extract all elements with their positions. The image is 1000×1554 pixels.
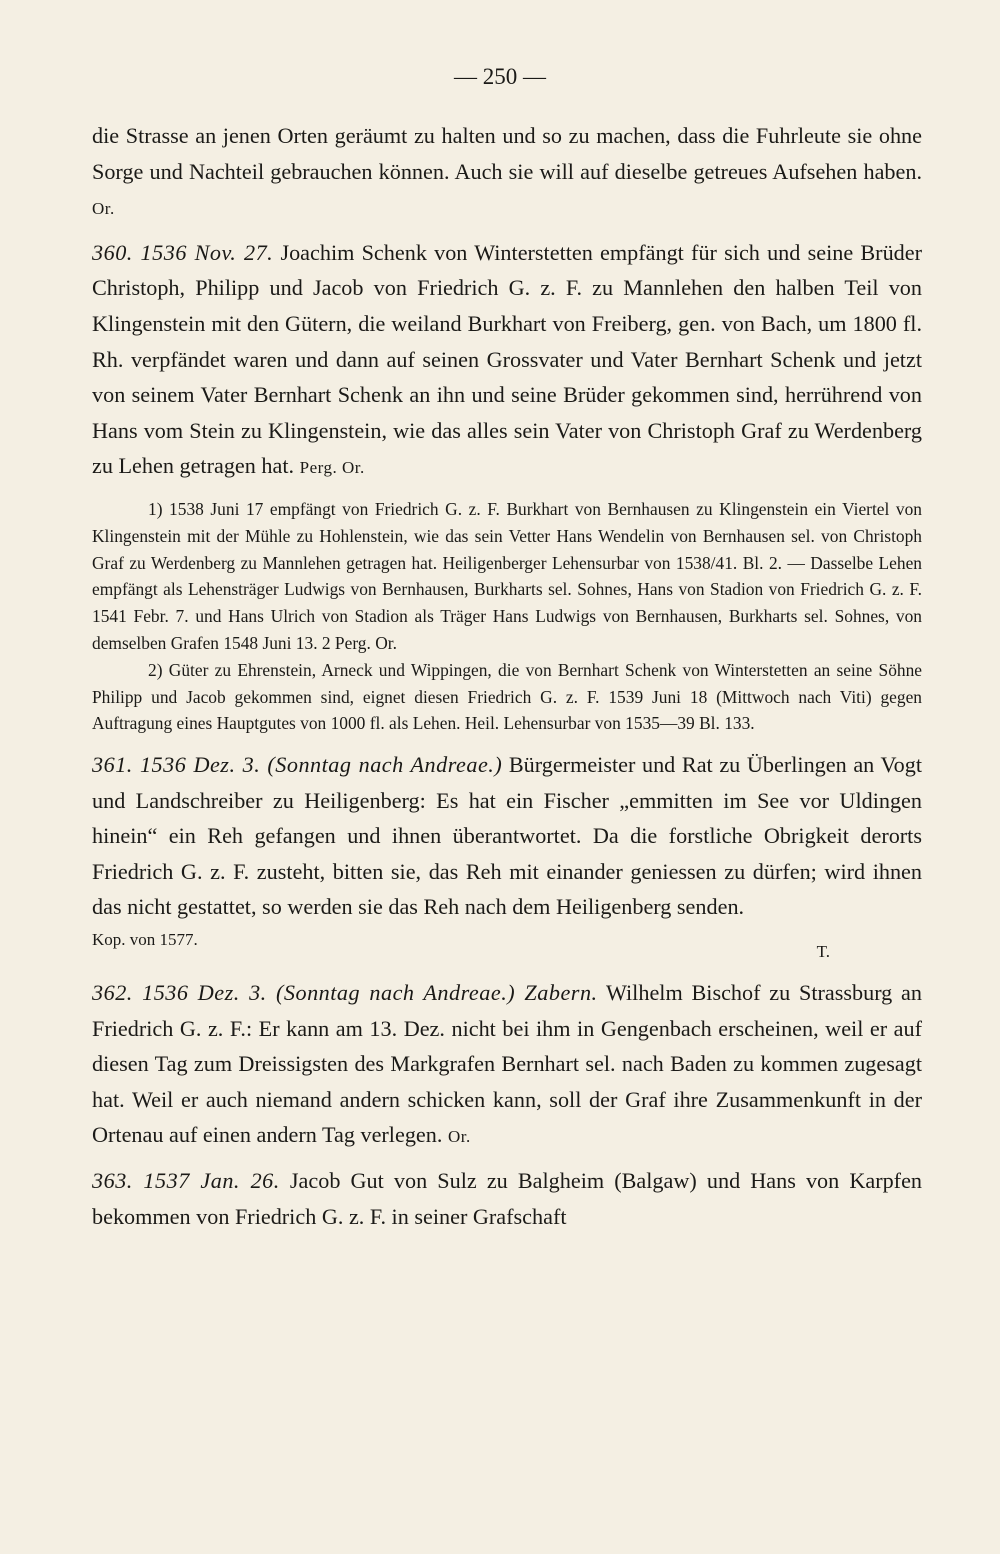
intro-text: die Strasse an jenen Orten geräumt zu halten und so zu machen, dass die Fuhrleute sie ohne Sorge und Nachteil gebrauchen können. Auch sie will auf dieselbe getreues Aufsehen haben.: [92, 123, 922, 184]
entry-361-mark: T.: [816, 942, 830, 962]
entry-362-head: 362. 1536 Dez. 3. (Sonntag nach Andreae.) Zabern.: [92, 980, 598, 1006]
entry-360-head: 360. 1536 Nov. 27.: [92, 239, 274, 265]
entry-363: [92, 1163, 922, 1234]
footnote-2: 2) Güter zu Ehrenstein, Arneck und Wippingen, die von Bernhart Schenk von Winterstetten an seine Söhne Philipp und Jacob gekommen sind, eignet diesen Friedrich G. z. F. 1539 Juni 18 (Mittwoch nach Viti) gegen Auftragung eines Hauptgutes von 1000 fl. als Lehen. Heil. Lehensurbar von 1535—39 Bl. 133.: [92, 659, 922, 734]
page-number: — 250 —: [454, 64, 546, 89]
page-body: [92, 118, 922, 1234]
entry-361: [92, 747, 922, 925]
entry-361-source: Kop. von 1577.: [92, 930, 198, 950]
entry-362-source: Or.: [447, 1127, 471, 1147]
entry-361-footer: [92, 925, 922, 967]
entry-362: [92, 975, 922, 1155]
entry-363-text: Jacob Gut von Sulz zu Balgheim (Balgaw) und Hans von Karpfen bekommen von Friedrich G. z. F. in seiner Grafschaft: [92, 1168, 923, 1229]
entry-360-source: Perg. Or.: [299, 458, 365, 478]
entry-361-text: Bürgermeister und Rat zu Überlingen an Vogt und Landschreiber zu Heiligenberg: Es hat ein Fischer „emmitten im See vor Uldingen hinein“ ein Reh gefangen und ihnen überantwortet. Da die forstliche Obrigkeit derorts Friedrich G. z. F. zusteht, bitten sie, das Reh mit einander geniessen zu dürfen; wird ihnen das nicht gestattet, so werden sie das Reh nach dem Heiligenberg senden.: [92, 752, 922, 920]
intro-source: Or.: [92, 199, 115, 219]
paragraph-intro: [92, 118, 922, 227]
entry-362-text: Wilhelm Bischof zu Strassburg an Friedrich G. z. F.: Er kann am 13. Dez. nicht bei ihm in Gengenbach erscheinen, weil er auf diesen Tag zum Dreissigsten des Markgrafen Bernhart sel. nach Baden zu kommen zugesagt hat. Weil er auch niemand andern schicken kann, soll der Graf ihre Zusammenkunft in der Ortenau auf einen andern Tag verlegen.: [92, 980, 922, 1148]
entry-360: [92, 235, 922, 486]
entry-361-head: 361. 1536 Dez. 3. (Sonntag nach Andreae.): [92, 752, 503, 778]
footnotes: [92, 496, 922, 737]
entry-363-head: 363. 1537 Jan. 26.: [92, 1168, 280, 1194]
footnote-1: 1) 1538 Juni 17 empfängt von Friedrich G. z. F. Burkhart von Bernhausen zu Klingenstein ein Viertel von Klingenstein mit der Mühle zu Hohlenstein, wie das sein Vetter Hans Wendelin von Bernhausen sel. von Christoph Graf zu Werdenberg zu Mannlehen getragen hat. Heiligenberger Lehensurbar von 1538/41. Bl. 2. — Dasselbe Lehen empfängt als Lehensträger Ludwigs von Bernhausen, Burkharts sel. Sohnes, Hans von Stadion von Friedrich G. z. F. 1541 Febr. 7. und Hans Ulrich von Stadion als Träger Hans Ludwigs von Bernhausen, Burkharts sel. Sohnes, von demselben Grafen 1548 Juni 13. 2 Perg. Or.: [92, 498, 922, 653]
entry-360-text: Joachim Schenk von Winterstetten empfängt für sich und seine Brüder Christoph, Philipp und Jacob von Friedrich G. z. F. zu Mannlehen den halben Teil von Klingenstein mit den Gütern, die weiland Burkhart von Freiberg, gen. von Bach, um 1800 fl. Rh. verpfändet waren und dann auf seinen Grossvater und Vater Bernhart Schenk und jetzt von seinem Vater Bernhart Schenk an ihn und seine Brüder gekommen sind, herrührend von Hans vom Stein zu Klingenstein, wie das alles sein Vater von Christoph Graf zu Werdenberg zu Lehen getragen hat.: [92, 239, 922, 479]
